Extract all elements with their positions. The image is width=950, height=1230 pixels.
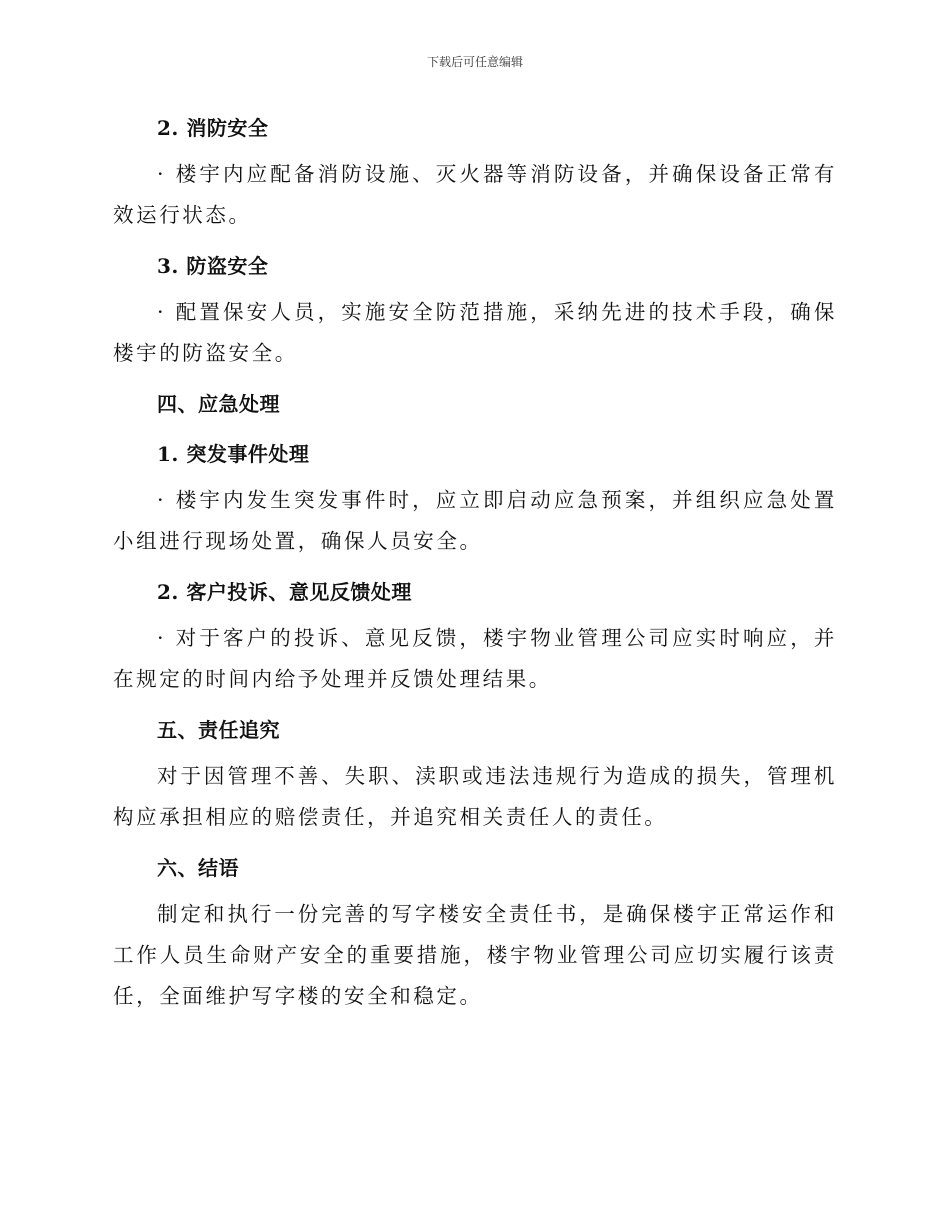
section-heading-complaints: 2. 客户投诉、意见反馈处理: [157, 580, 412, 604]
section-heading-fire-safety: 2. 消防安全: [157, 116, 269, 140]
paragraph-incident: · 楼宇内发生突发事件时，应立即启动应急预案，并组织应急处置小组进行现场处置，确保人员安全。: [113, 488, 837, 553]
section-heading-theft-safety: 3. 防盗安全: [157, 254, 269, 278]
chapter-heading-accountability: 五、责任追究: [157, 718, 280, 742]
document-body: [113, 108, 837, 1017]
paragraph-fire-safety: · 楼宇内应配备消防设施、灭火器等消防设备，并确保设备正常有效运行状态。: [113, 162, 837, 227]
chapter-heading-emergency: 四、应急处理: [157, 392, 280, 416]
chapter-heading-conclusion: 六、结语: [157, 856, 239, 880]
paragraph-accountability: 对于因管理不善、失职、渎职或违法违规行为造成的损失，管理机构应承担相应的赔偿责任，并追究相关责任人的责任。: [113, 764, 837, 829]
paragraph-conclusion: 制定和执行一份完善的写字楼安全责任书，是确保楼宇正常运作和工作人员生命财产安全的重要措施，楼宇物业管理公司应切实履行该责任，全面维护写字楼的安全和稳定。: [113, 902, 837, 1008]
section-heading-incident: 1. 突发事件处理: [157, 442, 310, 466]
paragraph-theft-safety: · 配置保安人员，实施安全防范措施，采纳先进的技术手段，确保楼宇的防盗安全。: [113, 300, 837, 365]
paragraph-complaints: · 对于客户的投诉、意见反馈，楼宇物业管理公司应实时响应，并在规定的时间内给予处理并反馈处理结果。: [113, 626, 837, 691]
page-header: 下载后可任意编辑: [426, 55, 523, 69]
